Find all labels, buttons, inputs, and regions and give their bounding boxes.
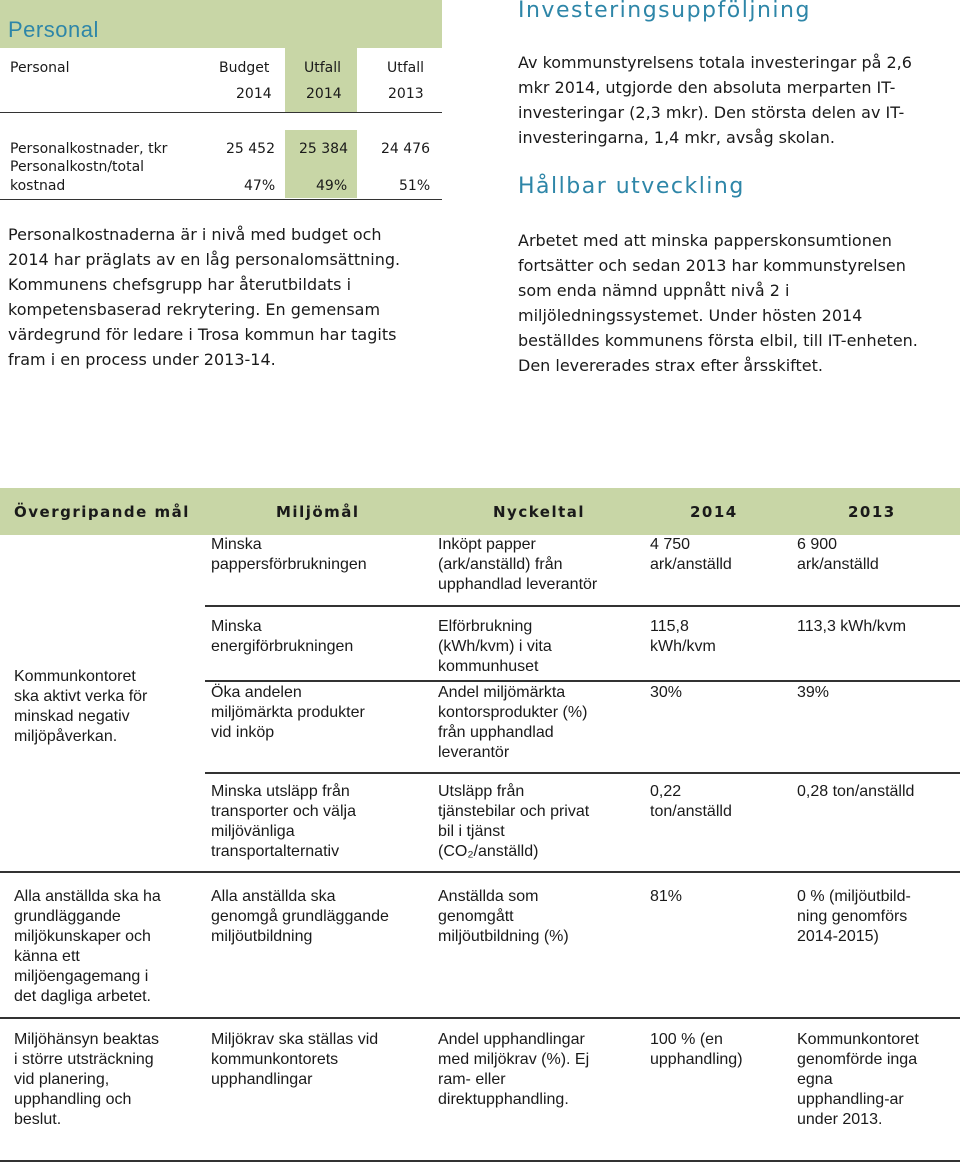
goals-cell-line: 81% xyxy=(650,888,683,905)
goals-cell-kpi xyxy=(438,683,587,763)
goals-cell-line: kommunhuset xyxy=(438,658,539,675)
goals-cell-line: Anställda som xyxy=(438,888,539,905)
goals-cell-line: i större utsträckning xyxy=(14,1051,154,1068)
personal-row-1-budget: 25 452 xyxy=(226,141,275,157)
personal-table-year-utfall-2014: 2014 xyxy=(306,86,342,102)
goals-cell-goal xyxy=(211,683,365,743)
goals-cell-v2014 xyxy=(650,1030,743,1070)
goals-cell-goal xyxy=(211,535,367,575)
goals-cell-line: Miljöhänsyn beaktas xyxy=(14,1031,159,1048)
personal-table-utfall-2014-bg xyxy=(285,48,357,112)
goals-header-overall: Övergripande mål xyxy=(14,503,190,521)
goals-cell-line: Öka andelen xyxy=(211,684,302,701)
goals-cell-line: upphandling) xyxy=(650,1051,743,1068)
goals-cell-line: ska aktivt verka för xyxy=(14,688,148,705)
goals-cell-line: miljövänliga xyxy=(211,823,295,840)
personal-row-1-utfall-2013: 24 476 xyxy=(381,141,430,157)
goals-cell-line: grundläggande xyxy=(14,908,121,925)
goals-cell-line: det dagliga arbetet. xyxy=(14,988,151,1005)
goals-cell-v2014 xyxy=(650,887,682,907)
hallbar-text xyxy=(518,228,958,378)
personal-text-line: värdegrund för ledare i Trosa kommun har tagits xyxy=(8,325,397,344)
goals-cell-overall xyxy=(14,1030,159,1130)
goals-cell-line: Alla anställda ska xyxy=(211,888,336,905)
hallbar-text-line: Den levererades strax efter årsskiftet. xyxy=(518,356,823,375)
goals-header-kpi: Nyckeltal xyxy=(493,503,586,521)
goals-cell-line: egna xyxy=(797,1071,833,1088)
goals-cell-line: 100 % (en xyxy=(650,1031,723,1048)
investering-text-line: mkr 2014, utgjorde den absoluta merparten IT- xyxy=(518,78,896,97)
goals-cell-line: vid inköp xyxy=(211,724,275,741)
goals-cell-line: Minska utsläpp från xyxy=(211,783,350,800)
goals-cell-line: miljömärkta produkter xyxy=(211,704,365,721)
goals-cell-v2013 xyxy=(797,617,906,637)
goals-table-header xyxy=(0,488,960,535)
goals-cell-goal xyxy=(211,1030,378,1090)
personal-row-1-utfall-2014: 25 384 xyxy=(299,141,348,157)
personal-table-year-budget: 2014 xyxy=(236,86,272,102)
goals-cell-line: miljöpåverkan. xyxy=(14,728,118,745)
personal-row-2-utfall-2014: 49% xyxy=(316,178,348,194)
personal-table-rule-2 xyxy=(0,199,442,200)
goals-row-rule xyxy=(205,605,960,607)
investering-text-line: investeringar (2,3 mkr). Den största delen av IT- xyxy=(518,103,905,122)
goals-row-rule xyxy=(0,1017,960,1019)
goals-cell-v2013 xyxy=(797,887,911,947)
goals-cell-v2014 xyxy=(650,535,732,575)
personal-title: Personal xyxy=(8,17,99,42)
investering-title: Investeringsuppföljning xyxy=(518,0,811,23)
personal-text-line: kompetensbaserad rekrytering. En gemensam xyxy=(8,300,381,319)
goals-cell-line: kontorsprodukter (%) xyxy=(438,704,588,721)
goals-cell-line: ark/anställd xyxy=(797,556,879,573)
goals-header-goal: Miljömål xyxy=(276,503,360,521)
goals-cell-line: upphandling-ar xyxy=(797,1091,904,1108)
goals-cell-line: 4 750 xyxy=(650,536,691,553)
investering-text-line: investeringarna, 1,4 mkr, avsåg skolan. xyxy=(518,128,835,147)
goals-row-rule xyxy=(205,680,960,682)
goals-cell-line: ning genomförs xyxy=(797,908,908,925)
goals-cell-line: tjänstebilar och privat xyxy=(438,803,590,820)
goals-cell-line: energiförbrukningen xyxy=(211,638,354,655)
goals-cell-line: (CO₂/anställd) xyxy=(438,843,539,860)
goals-cell-kpi xyxy=(438,535,597,595)
goals-cell-line: 39% xyxy=(797,684,830,701)
goals-cell-line: miljöutbildning (%) xyxy=(438,928,569,945)
goals-row-rule xyxy=(205,772,960,774)
goals-cell-line: Alla anställda ska ha xyxy=(14,888,161,905)
goals-cell-line: 0,22 xyxy=(650,783,682,800)
goals-cell-goal xyxy=(211,617,353,657)
goals-cell-v2013 xyxy=(797,1030,919,1130)
personal-table-year-utfall-2013: 2013 xyxy=(388,86,424,102)
goals-cell-line: kWh/kvm xyxy=(650,638,716,655)
personal-text-line: Kommunens chefsgrupp har återutbildats i xyxy=(8,275,352,294)
goals-cell-line: genomförde inga xyxy=(797,1051,918,1068)
goals-cell-line: minskad negativ xyxy=(14,708,130,725)
personal-table-header-label: Personal xyxy=(10,60,70,76)
goals-row-rule xyxy=(0,1160,960,1162)
goals-cell-v2014 xyxy=(650,782,732,822)
personal-text-line: 2014 har präglats av en låg personalomsättning. xyxy=(8,250,401,269)
goals-cell-line: genomgått xyxy=(438,908,514,925)
goals-cell-line: 115,8 xyxy=(650,618,689,635)
goals-cell-line: Miljökrav ska ställas vid xyxy=(211,1031,379,1048)
goals-cell-line: Minska xyxy=(211,618,262,635)
goals-header-2014: 2014 xyxy=(690,503,738,521)
goals-cell-line: leverantör xyxy=(438,744,510,761)
goals-cell-goal xyxy=(211,782,356,862)
personal-table-header-utfall-2014: Utfall xyxy=(304,60,342,76)
goals-cell-v2013 xyxy=(797,535,879,575)
goals-cell-line: Andel miljömärkta xyxy=(438,684,566,701)
goals-cell-line: kommunkontorets xyxy=(211,1051,339,1068)
goals-cell-kpi xyxy=(438,617,552,677)
hallbar-title: Hållbar utveckling xyxy=(518,174,745,199)
goals-cell-line: 113,3 kWh/kvm xyxy=(797,618,907,635)
personal-text-line: fram i en process under 2013-14. xyxy=(8,350,276,369)
hallbar-text-line: beställdes kommunens första elbil, till IT-enheten. xyxy=(518,331,918,350)
personal-row-2-label-line2: kostnad xyxy=(10,178,66,194)
hallbar-text-line: fortsätter och sedan 2013 har kommunstyrelsen xyxy=(518,256,906,275)
goals-cell-line: bil i tjänst xyxy=(438,823,505,840)
goals-cell-line: Elförbrukning xyxy=(438,618,533,635)
goals-header-2013: 2013 xyxy=(848,503,896,521)
goals-cell-line: miljöutbildning xyxy=(211,928,313,945)
goals-cell-line: genomgå grundläggande xyxy=(211,908,389,925)
goals-cell-line: 6 900 xyxy=(797,536,838,553)
personal-table-rule-1 xyxy=(0,112,442,113)
goals-cell-line: ram- eller xyxy=(438,1071,506,1088)
personal-row-1-label: Personalkostnader, tkr xyxy=(10,141,168,157)
goals-cell-line: beslut. xyxy=(14,1111,62,1128)
goals-cell-line: (ark/anställd) från xyxy=(438,556,563,573)
goals-cell-line: 0,28 ton/anställd xyxy=(797,783,915,800)
goals-cell-line: direktupphandling. xyxy=(438,1091,569,1108)
goals-cell-line: pappersförbrukningen xyxy=(211,556,367,573)
goals-cell-v2013 xyxy=(797,782,914,802)
goals-cell-line: Kommunkontoret xyxy=(14,668,136,685)
goals-cell-overall xyxy=(14,887,161,1007)
goals-cell-kpi xyxy=(438,782,589,862)
goals-cell-line: upphandling och xyxy=(14,1091,132,1108)
hallbar-text-line: Arbetet med att minska papperskonsumtionen xyxy=(518,231,892,250)
goals-cell-v2014 xyxy=(650,617,716,657)
goals-cell-overall xyxy=(14,667,147,747)
goals-cell-line: miljöengagemang i xyxy=(14,968,149,985)
goals-cell-line: Inköpt papper xyxy=(438,536,536,553)
goals-cell-line: 30% xyxy=(650,684,683,701)
goals-cell-line: 2014-2015) xyxy=(797,928,879,945)
goals-cell-line: under 2013. xyxy=(797,1111,883,1128)
goals-cell-line: transporter och välja xyxy=(211,803,356,820)
personal-text xyxy=(8,222,438,372)
goals-cell-v2013 xyxy=(797,683,829,703)
personal-row-2-budget: 47% xyxy=(244,178,276,194)
goals-cell-line: miljökunskaper och xyxy=(14,928,151,945)
personal-section-header xyxy=(0,0,442,48)
goals-cell-line: från upphandlad xyxy=(438,724,554,741)
goals-cell-line: 0 % (miljöutbild- xyxy=(797,888,911,905)
goals-cell-line: Utsläpp från xyxy=(438,783,525,800)
goals-cell-line: Kommunkontoret xyxy=(797,1031,919,1048)
goals-cell-kpi xyxy=(438,887,569,947)
personal-text-line: Personalkostnaderna är i nivå med budget och xyxy=(8,225,382,244)
goals-cell-line: upphandlad leverantör xyxy=(438,576,598,593)
goals-row-rule xyxy=(0,871,960,873)
goals-cell-line: Minska xyxy=(211,536,262,553)
personal-row-2-utfall-2013: 51% xyxy=(399,178,431,194)
hallbar-text-line: miljöledningssystemet. Under hösten 2014 xyxy=(518,306,863,325)
goals-cell-line: känna ett xyxy=(14,948,80,965)
personal-row-2-label-line1: Personalkostn/total xyxy=(10,159,145,175)
investering-text-line: Av kommunstyrelsens totala investeringar på 2,6 xyxy=(518,53,912,72)
goals-cell-line: (kWh/kvm) i vita xyxy=(438,638,552,655)
goals-cell-line: transportalternativ xyxy=(211,843,340,860)
goals-cell-line: ton/anställd xyxy=(650,803,732,820)
goals-cell-line: vid planering, xyxy=(14,1071,110,1088)
personal-table-header-budget: Budget xyxy=(219,60,270,76)
hallbar-text-line: som enda nämnd uppnått nivå 2 i xyxy=(518,281,790,300)
investering-text xyxy=(518,50,958,150)
goals-cell-line: Andel upphandlingar xyxy=(438,1031,585,1048)
goals-cell-line: upphandlingar xyxy=(211,1071,313,1088)
goals-cell-kpi xyxy=(438,1030,589,1110)
goals-cell-goal xyxy=(211,887,389,947)
goals-cell-line: med miljökrav (%). Ej xyxy=(438,1051,590,1068)
goals-cell-v2014 xyxy=(650,683,682,703)
personal-table-header-utfall-2013: Utfall xyxy=(387,60,425,76)
goals-cell-line: ark/anställd xyxy=(650,556,732,573)
